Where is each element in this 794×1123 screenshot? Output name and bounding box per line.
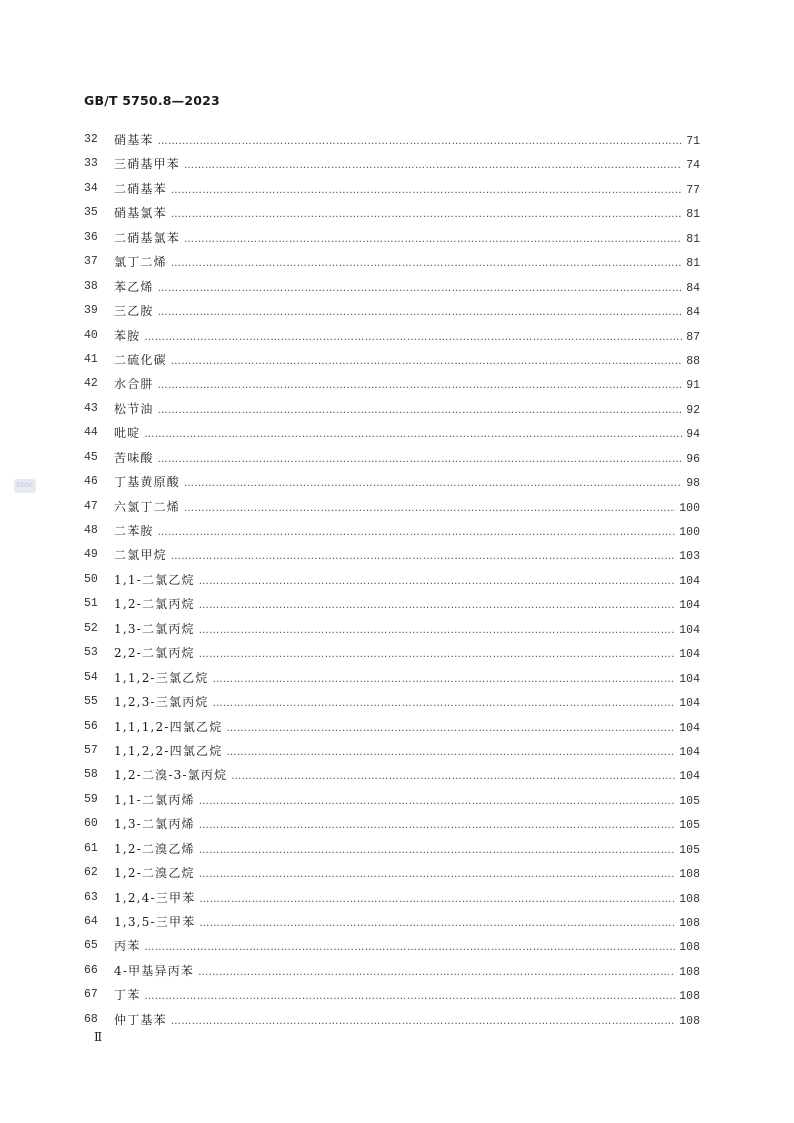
toc-entry-number: 40 [84, 328, 98, 342]
toc-entry-line [114, 397, 700, 423]
toc-entry-page: 92 [686, 403, 700, 417]
toc-dot-leader [213, 692, 676, 716]
toc-entry-title: 氯丁二烯 [114, 255, 167, 270]
toc-entry-page: 104 [679, 745, 700, 759]
toc-entry-page: 108 [679, 892, 700, 906]
toc-entry-line [114, 128, 700, 154]
toc-entry-number: 62 [84, 866, 98, 880]
toc-dot-leader [158, 374, 683, 398]
toc-entry-number: 63 [84, 890, 98, 904]
toc-entry-title: 水合肼 [114, 377, 154, 392]
toc-entry-number: 36 [84, 230, 98, 244]
toc-entry-number: 37 [84, 255, 98, 269]
toc-entry-title: 苦味酸 [114, 450, 154, 465]
toc-entry-line [114, 226, 700, 252]
toc-dot-leader [198, 961, 675, 985]
toc-entry-title: 丁苯 [114, 988, 141, 1003]
toc-entry-number: 59 [84, 792, 98, 806]
toc-entry-number: 50 [84, 572, 98, 586]
toc-entry-title: 二硝基苯 [114, 181, 167, 196]
toc-dot-leader [144, 936, 675, 960]
toc-entry-page: 84 [686, 306, 700, 320]
toc-entry-number: 60 [84, 817, 98, 831]
toc-entry-number: 56 [84, 719, 98, 733]
toc-entry-number: 57 [84, 743, 98, 757]
toc-entry-title: 1,2-二溴乙烯 [114, 841, 195, 856]
toc-dot-leader [213, 668, 676, 692]
toc-dot-leader [199, 790, 676, 814]
toc-entry[interactable] [84, 739, 700, 763]
toc-entry-page: 71 [686, 135, 700, 148]
toc-entry[interactable] [84, 495, 700, 519]
toc-entry-number: 52 [84, 621, 98, 635]
toc-entry[interactable] [84, 397, 700, 421]
toc-entry-number: 32 [84, 133, 98, 146]
toc-entry-line [114, 543, 700, 569]
toc-dot-leader [184, 228, 682, 252]
toc-entry[interactable] [84, 617, 700, 641]
toc-entry-page: 91 [686, 379, 700, 393]
toc-dot-leader [171, 203, 682, 227]
toc-entry-line [114, 886, 700, 912]
toc-entry[interactable] [84, 324, 700, 348]
toc-entry-line [114, 324, 700, 350]
toc-dot-leader [144, 985, 675, 1009]
toc-entry-number: 46 [84, 475, 98, 489]
toc-dot-leader [184, 497, 675, 521]
toc-dot-leader [231, 765, 675, 789]
toc-entry-page: 104 [679, 648, 700, 662]
toc-entry-line [114, 739, 700, 765]
toc-entry-line [114, 788, 700, 814]
toc-entry-page: 104 [679, 770, 700, 784]
toc-entry-number: 68 [84, 1012, 98, 1026]
toc-entry-line [114, 495, 700, 521]
toc-entry-title: 苯胺 [114, 328, 141, 343]
toc-entry-title: 硝基苯 [114, 133, 154, 147]
toc-entry-number: 43 [84, 401, 98, 415]
toc-entry-page: 87 [686, 330, 700, 344]
toc-entry-title: 二苯胺 [114, 524, 154, 538]
toc-entry-line [114, 201, 700, 227]
toc-entry-number: 47 [84, 499, 98, 513]
toc-entry-line [114, 812, 700, 838]
toc-entry-line [114, 666, 700, 692]
toc-entry-number: 42 [84, 377, 98, 391]
toc-entry-title: 1,2,4-三甲苯 [114, 890, 196, 905]
toc-entry-line [114, 1008, 700, 1034]
toc-entry[interactable] [84, 983, 700, 1007]
toc-entry-page: 104 [679, 574, 700, 588]
toc-entry-number: 38 [84, 279, 98, 293]
toc-dot-leader [171, 350, 682, 374]
toc-entry[interactable] [84, 959, 700, 983]
toc-entry[interactable] [84, 641, 700, 665]
toc-entry[interactable] [84, 763, 700, 787]
page-number-footer: Ⅱ [94, 1030, 103, 1044]
toc-entry-title: 1,3,5-三甲苯 [114, 915, 196, 929]
toc-dot-leader [158, 448, 683, 472]
toc-dot-leader [199, 912, 675, 936]
toc-entry-title: 丙苯 [114, 939, 141, 954]
toc-entry[interactable] [84, 543, 700, 567]
toc-entry-page: 96 [686, 452, 700, 466]
toc-entry-title: 六氯丁二烯 [114, 499, 181, 514]
toc-dot-leader [171, 179, 682, 203]
toc-entry-title: 苯乙烯 [114, 279, 154, 294]
toc-entry-title: 三乙胺 [114, 304, 154, 319]
toc-entry-page: 105 [679, 843, 700, 857]
toc-entry-title: 仲丁基苯 [114, 1012, 167, 1027]
toc-entry-title: 松节油 [114, 401, 154, 416]
toc-entry-line [114, 348, 700, 374]
toc-entry[interactable] [84, 226, 700, 250]
toc-entry-title: 硝基氯苯 [114, 206, 167, 221]
toc-entry-page: 84 [686, 281, 700, 295]
toc-entry-line [114, 715, 700, 741]
toc-entry-line [114, 250, 700, 276]
toc-dot-leader [199, 863, 676, 887]
toc-entry[interactable] [84, 568, 700, 592]
toc-dot-leader [144, 326, 682, 350]
toc-entry-page: 108 [679, 868, 700, 882]
toc-entry[interactable] [84, 812, 700, 836]
toc-entry-number: 65 [84, 939, 98, 953]
toc-dot-leader [226, 741, 675, 765]
toc-entry-number: 35 [84, 206, 98, 220]
toc-entry-number: 67 [84, 988, 98, 1002]
toc-entry-title: 4-甲基异丙苯 [114, 963, 195, 978]
toc-entry-line [114, 372, 700, 398]
toc-entry-page: 105 [679, 794, 700, 808]
toc-entry-page: 77 [686, 183, 700, 197]
watermark-logo: SDSC [14, 479, 36, 493]
toc-entry-line [114, 519, 700, 545]
toc-entry-line [114, 470, 700, 496]
toc-entry-title: 吡啶 [114, 426, 141, 441]
toc-entry[interactable] [84, 690, 700, 714]
toc-entry-page: 81 [686, 257, 700, 271]
toc-entry-title: 1,3-二氯丙烯 [114, 817, 195, 832]
toc-entry[interactable] [84, 348, 700, 372]
toc-dot-leader [199, 619, 676, 643]
toc-entry-number: 61 [84, 841, 98, 855]
toc-entry-title: 2,2-二氯丙烷 [114, 646, 195, 661]
toc-entry-number: 33 [84, 157, 98, 171]
toc-dot-leader [199, 814, 676, 838]
toc-entry[interactable] [84, 421, 700, 445]
toc-entry-line [114, 983, 700, 1009]
toc-entry-number: 45 [84, 450, 98, 464]
toc-entry-number: 54 [84, 670, 98, 684]
toc-entry-page: 103 [679, 550, 700, 564]
toc-entry-line [114, 959, 700, 985]
toc-entry-title: 二氯甲烷 [114, 548, 167, 563]
toc-entry-page: 74 [686, 159, 700, 173]
toc-entry-number: 34 [84, 181, 98, 195]
toc-dot-leader [199, 839, 676, 863]
toc-entry-line [114, 910, 700, 936]
toc-dot-leader [184, 472, 682, 496]
toc-entry-page: 88 [686, 354, 700, 368]
toc-entry-line [114, 837, 700, 863]
toc-entry[interactable] [84, 934, 700, 958]
toc-dot-leader [199, 888, 675, 912]
toc-dot-leader [184, 154, 682, 178]
toc-entry-line [114, 617, 700, 643]
toc-entry-line [114, 446, 700, 472]
toc-entry-title: 三硝基甲苯 [114, 157, 181, 172]
toc-entry-title: 二硝基氯苯 [114, 230, 181, 245]
toc-entry-number: 51 [84, 597, 98, 611]
toc-dot-leader [171, 545, 675, 569]
toc-entry-line [114, 275, 700, 301]
toc-entry-number: 64 [84, 915, 98, 928]
toc-entry-line [114, 690, 700, 716]
toc-entry-title: 1,2,3-三氯丙烷 [114, 695, 209, 710]
toc-entry-number: 53 [84, 646, 98, 660]
toc-entry-page: 104 [679, 721, 700, 735]
toc-entry-number: 58 [84, 768, 98, 782]
toc-entry-page: 108 [679, 1014, 700, 1028]
toc-entry-page: 100 [679, 501, 700, 515]
toc-entry-line [114, 934, 700, 960]
toc-entry[interactable] [84, 470, 700, 494]
toc-entry[interactable] [84, 519, 700, 543]
toc-entry-title: 1,1-二氯乙烷 [114, 572, 195, 587]
toc-entry[interactable] [84, 275, 700, 299]
toc-entry[interactable] [84, 861, 700, 885]
toc-entry-title: 1,2-二溴乙烷 [114, 866, 195, 881]
toc-entry-line [114, 421, 700, 447]
toc-entry[interactable] [84, 201, 700, 225]
toc-entry-title: 1,2-二氯丙烷 [114, 597, 195, 612]
toc-entry-page: 108 [679, 990, 700, 1004]
toc-entry-line [114, 861, 700, 887]
toc-entry[interactable] [84, 592, 700, 616]
toc-entry-title: 丁基黄原酸 [114, 475, 181, 490]
toc-entry-line [114, 592, 700, 618]
toc-entry[interactable] [84, 152, 700, 176]
toc-entry-number: 66 [84, 963, 98, 977]
toc-entry[interactable] [84, 837, 700, 861]
toc-entry-page: 81 [686, 208, 700, 222]
toc-entry-number: 39 [84, 304, 98, 318]
toc-entry[interactable] [84, 886, 700, 910]
toc-entry-title: 1,2-二溴-3-氯丙烷 [114, 768, 228, 783]
toc-entry-number: 41 [84, 352, 98, 366]
toc-dot-leader [171, 252, 682, 276]
toc-entry-number: 49 [84, 548, 98, 562]
toc-dot-leader [158, 130, 683, 154]
toc-dot-leader [199, 594, 676, 618]
toc-entry-line [114, 568, 700, 594]
toc-entry-page: 94 [686, 428, 700, 442]
toc-entry-title: 二硫化碳 [114, 352, 167, 367]
toc-entry-page: 105 [679, 819, 700, 833]
toc-entry-page: 81 [686, 232, 700, 246]
toc-entry-title: 1,1-二氯丙烯 [114, 792, 195, 807]
toc-entry-title: 1,3-二氯丙烷 [114, 621, 195, 636]
toc-entry-line [114, 299, 700, 325]
toc-entry-page: 100 [679, 526, 700, 539]
toc-entry-page: 108 [679, 941, 700, 955]
toc-entry[interactable] [84, 910, 700, 934]
toc-entry-page: 98 [686, 477, 700, 491]
standard-number-header: GB/T 5750.8—2023 [84, 93, 220, 108]
toc-entry-page: 108 [679, 965, 700, 979]
toc-entry-line [114, 763, 700, 789]
toc-entry[interactable] [84, 1008, 700, 1032]
toc-entry[interactable] [84, 372, 700, 396]
toc-dot-leader [199, 570, 676, 594]
toc-entry[interactable] [84, 177, 700, 201]
toc-entry[interactable] [84, 666, 700, 690]
toc-entry[interactable] [84, 446, 700, 470]
toc-entry[interactable] [84, 715, 700, 739]
toc-dot-leader [144, 423, 682, 447]
toc-entry[interactable] [84, 788, 700, 812]
toc-dot-leader [158, 521, 676, 545]
toc-entry-title: 1,1,2-三氯乙烷 [114, 670, 209, 685]
table-of-contents [84, 128, 700, 1032]
toc-entry[interactable] [84, 299, 700, 323]
toc-entry-page: 104 [679, 672, 700, 686]
toc-entry-page: 104 [679, 697, 700, 711]
toc-entry-number: 55 [84, 695, 98, 709]
toc-entry-line [114, 177, 700, 203]
toc-entry-number: 44 [84, 426, 98, 440]
toc-dot-leader [158, 277, 683, 301]
toc-dot-leader [199, 643, 676, 667]
toc-dot-leader [158, 301, 683, 325]
toc-entry-line [114, 641, 700, 667]
toc-entry-line [114, 152, 700, 178]
toc-entry-page: 104 [679, 599, 700, 613]
toc-entry-number: 48 [84, 524, 98, 537]
toc-dot-leader [158, 399, 683, 423]
toc-entry[interactable] [84, 250, 700, 274]
toc-dot-leader [226, 717, 675, 741]
toc-entry-page: 108 [679, 917, 700, 930]
toc-entry[interactable] [84, 128, 700, 152]
toc-entry-title: 1,1,2,2-四氯乙烷 [114, 743, 223, 758]
toc-dot-leader [171, 1010, 675, 1034]
toc-entry-page: 104 [679, 623, 700, 637]
toc-entry-title: 1,1,1,2-四氯乙烷 [114, 719, 223, 734]
